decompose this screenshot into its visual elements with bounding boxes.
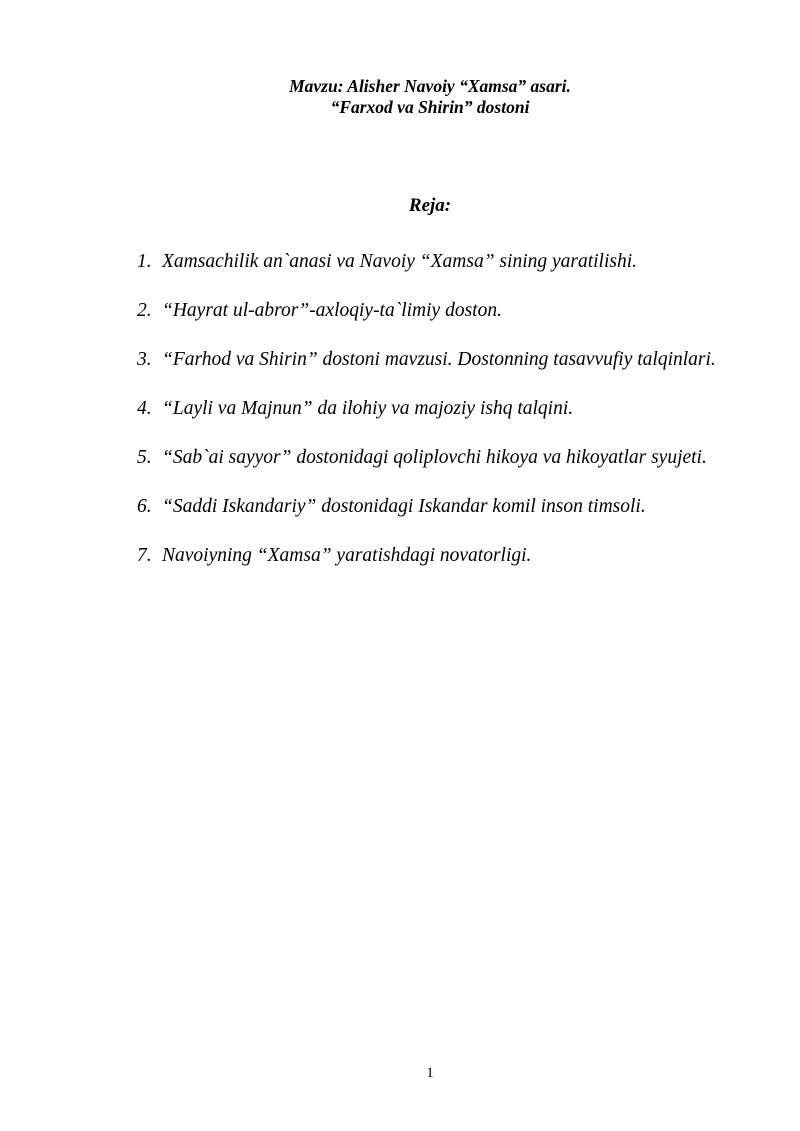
- plan-item-text: “Sab`ai sayyor” dostonidagi qoliplovchi hikoya va hikoyatlar syujeti.: [162, 447, 707, 468]
- plan-item-text: “Farhod va Shirin” dostoni mavzusi. Dostonning tasavvufiy talqinlari.: [162, 349, 716, 370]
- plan-item-text: “Saddi Iskandariy” dostonidagi Iskandar komil inson timsoli.: [162, 496, 646, 517]
- plan-item-number: 2.: [137, 300, 152, 321]
- plan-item-7: [137, 531, 737, 580]
- title-line-2: “Farxod va Shirin” dostoni: [330, 97, 530, 117]
- plan-list: [137, 237, 737, 580]
- plan-item-number: 5.: [137, 447, 152, 468]
- plan-item-text: “Hayrat ul-abror”-axloqiy-ta`limiy doston.: [162, 300, 502, 321]
- plan-item-number: 4.: [137, 398, 152, 419]
- plan-item-text: Xamsachilik an`anasi va Navoiy “Xamsa” sining yaratilishi.: [162, 251, 638, 272]
- plan-item-1: [137, 237, 737, 286]
- plan-item-text: “Layli va Majnun” da ilohiy va majoziy ishq talqini.: [162, 398, 574, 419]
- plan-item-number: 6.: [137, 496, 152, 517]
- plan-item-text: Navoiyning “Xamsa” yaratishdagi novatorligi.: [162, 545, 532, 566]
- plan-item-number: 1.: [137, 251, 152, 272]
- plan-item-number: 3.: [137, 349, 152, 370]
- plan-heading: Reja:: [408, 195, 452, 216]
- plan-item-number: 7.: [137, 545, 152, 566]
- plan-item-4: [137, 384, 737, 433]
- plan-item-5: [137, 433, 737, 482]
- title-line-1: Mavzu: Alisher Navoiy “Xamsa” asari.: [289, 76, 571, 96]
- document-title: [0, 76, 800, 118]
- plan-item-2: [137, 286, 737, 335]
- page-number: 1: [426, 1065, 434, 1081]
- plan-item-6: [137, 482, 737, 531]
- plan-item-3: [137, 335, 737, 384]
